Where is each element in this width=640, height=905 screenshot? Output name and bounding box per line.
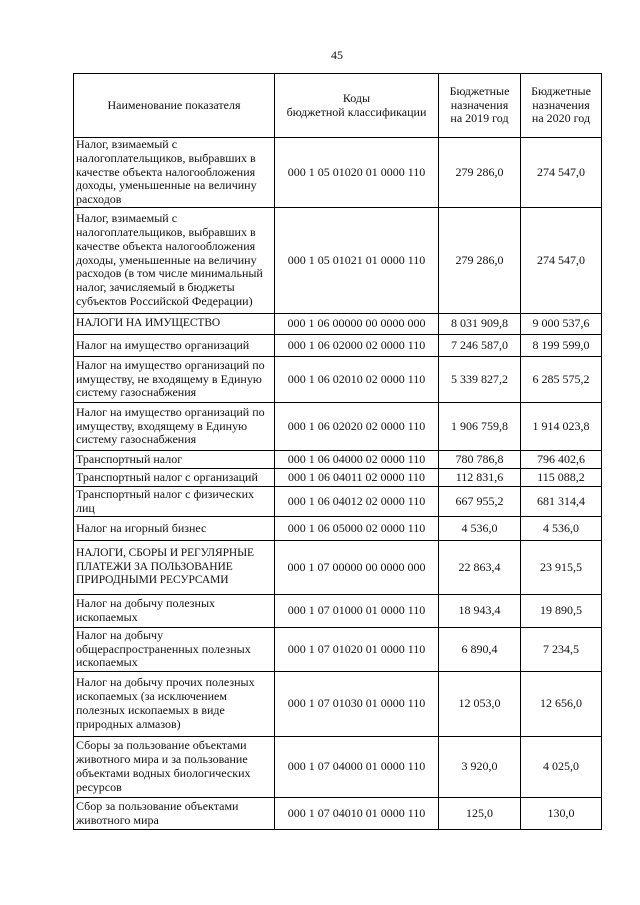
table-row [74, 737, 602, 798]
allocation-2020: 1 914 023,8 [521, 403, 602, 451]
allocation-2020: 19 890,5 [521, 595, 602, 628]
allocation-2020: 4 536,0 [521, 517, 602, 541]
budget-classification-code: 000 1 06 04000 02 0000 110 [275, 451, 439, 469]
allocation-2020: 274 547,0 [521, 208, 602, 314]
allocation-2019: 667 955,2 [439, 487, 521, 517]
table-row [74, 487, 602, 517]
indicator-name: Налог на добычу полезных ископаемых [74, 595, 275, 628]
budget-classification-code: 000 1 07 04010 01 0000 110 [275, 798, 439, 830]
allocation-2020: 7 234,5 [521, 628, 602, 672]
indicator-name: НАЛОГИ, СБОРЫ И РЕГУЛЯРНЫЕ ПЛАТЕЖИ ЗА ПОЛЬЗОВАНИЕ ПРИРОДНЫМИ РЕСУРСАМИ [74, 541, 275, 595]
indicator-name: Транспортный налог [74, 451, 275, 469]
table-row [74, 595, 602, 628]
indicator-name: Налог на имущество организаций по имуществу, не входящему в Единую систему газоснабжения [74, 357, 275, 403]
table-row [74, 138, 602, 208]
indicator-name: Налог на имущество организаций [74, 335, 275, 357]
budget-classification-code: 000 1 06 00000 00 0000 000 [275, 314, 439, 335]
allocation-2019: 780 786,8 [439, 451, 521, 469]
indicator-name: Сборы за пользование объектами животного мира и за пользование объектами водных биологических ресурсов [74, 737, 275, 798]
header-indicator-name: Наименование показателя [74, 74, 275, 138]
budget-classification-code: 000 1 06 05000 02 0000 110 [275, 517, 439, 541]
indicator-name: Сбор за пользование объектами животного мира [74, 798, 275, 830]
allocation-2019: 112 831,6 [439, 469, 521, 487]
allocation-2019: 7 246 587,0 [439, 335, 521, 357]
table-row [74, 469, 602, 487]
allocation-2019: 279 286,0 [439, 208, 521, 314]
allocation-2020: 23 915,5 [521, 541, 602, 595]
allocation-2019: 4 536,0 [439, 517, 521, 541]
indicator-name: Налог на добычу общераспространенных полезных ископаемых [74, 628, 275, 672]
allocation-2020: 4 025,0 [521, 737, 602, 798]
allocation-2019: 3 920,0 [439, 737, 521, 798]
budget-classification-code: 000 1 05 01020 01 0000 110 [275, 138, 439, 208]
budget-classification-code: 000 1 07 04000 01 0000 110 [275, 737, 439, 798]
indicator-name: НАЛОГИ НА ИМУЩЕСТВО [74, 314, 275, 335]
allocation-2020: 796 402,6 [521, 451, 602, 469]
budget-classification-code: 000 1 06 04012 02 0000 110 [275, 487, 439, 517]
allocation-2019: 279 286,0 [439, 138, 521, 208]
allocation-2020: 681 314,4 [521, 487, 602, 517]
indicator-name: Налог на добычу прочих полезных ископаемых (за исключением полезных ископаемых в виде природных алмазов) [74, 672, 275, 737]
table-row [74, 403, 602, 451]
allocation-2020: 6 285 575,2 [521, 357, 602, 403]
budget-classification-code: 000 1 06 02000 02 0000 110 [275, 335, 439, 357]
header-allocation-2020: Бюджетные назначения на 2020 год [521, 74, 602, 138]
budget-classification-code: 000 1 06 02020 02 0000 110 [275, 403, 439, 451]
allocation-2019: 125,0 [439, 798, 521, 830]
table-row [74, 517, 602, 541]
budget-classification-code: 000 1 07 00000 00 0000 000 [275, 541, 439, 595]
table-row [74, 451, 602, 469]
table-row [74, 335, 602, 357]
allocation-2020: 12 656,0 [521, 672, 602, 737]
allocation-2019: 8 031 909,8 [439, 314, 521, 335]
allocation-2020: 115 088,2 [521, 469, 602, 487]
table-row [74, 314, 602, 335]
indicator-name: Налог на игорный бизнес [74, 517, 275, 541]
table-row [74, 672, 602, 737]
budget-table [73, 73, 602, 830]
allocation-2020: 8 199 599,0 [521, 335, 602, 357]
allocation-2020: 9 000 537,6 [521, 314, 602, 335]
budget-classification-code: 000 1 06 02010 02 0000 110 [275, 357, 439, 403]
table-row [74, 208, 602, 314]
allocation-2019: 6 890,4 [439, 628, 521, 672]
indicator-name: Налог, взимаемый с налогоплательщиков, выбравших в качестве объекта налогообложения доходы, уменьшенные на величину расходов [74, 138, 275, 208]
allocation-2019: 22 863,4 [439, 541, 521, 595]
table-row [74, 541, 602, 595]
indicator-name: Транспортный налог с организаций [74, 469, 275, 487]
allocation-2020: 130,0 [521, 798, 602, 830]
budget-classification-code: 000 1 07 01000 01 0000 110 [275, 595, 439, 628]
table-row [74, 357, 602, 403]
indicator-name: Налог, взимаемый с налогоплательщиков, выбравших в качестве объекта налогообложения доходы, уменьшенные на величину расходов (в том числе минимальный налог, зачисляемый в бюджеты субъектов Российской Федерации) [74, 208, 275, 314]
budget-classification-code: 000 1 06 04011 02 0000 110 [275, 469, 439, 487]
budget-classification-code: 000 1 07 01030 01 0000 110 [275, 672, 439, 737]
header-budget-codes: Коды бюджетной классификации [275, 74, 439, 138]
budget-classification-code: 000 1 05 01021 01 0000 110 [275, 208, 439, 314]
header-allocation-2019: Бюджетные назначения на 2019 год [439, 74, 521, 138]
table-header-row [74, 74, 602, 138]
budget-classification-code: 000 1 07 01020 01 0000 110 [275, 628, 439, 672]
indicator-name: Налог на имущество организаций по имуществу, входящему в Единую систему газоснабжения [74, 403, 275, 451]
allocation-2019: 5 339 827,2 [439, 357, 521, 403]
allocation-2019: 12 053,0 [439, 672, 521, 737]
table-row [74, 628, 602, 672]
allocation-2020: 274 547,0 [521, 138, 602, 208]
table-row [74, 798, 602, 830]
indicator-name: Транспортный налог с физических лиц [74, 487, 275, 517]
allocation-2019: 1 906 759,8 [439, 403, 521, 451]
allocation-2019: 18 943,4 [439, 595, 521, 628]
page-number: 45 [331, 48, 343, 62]
